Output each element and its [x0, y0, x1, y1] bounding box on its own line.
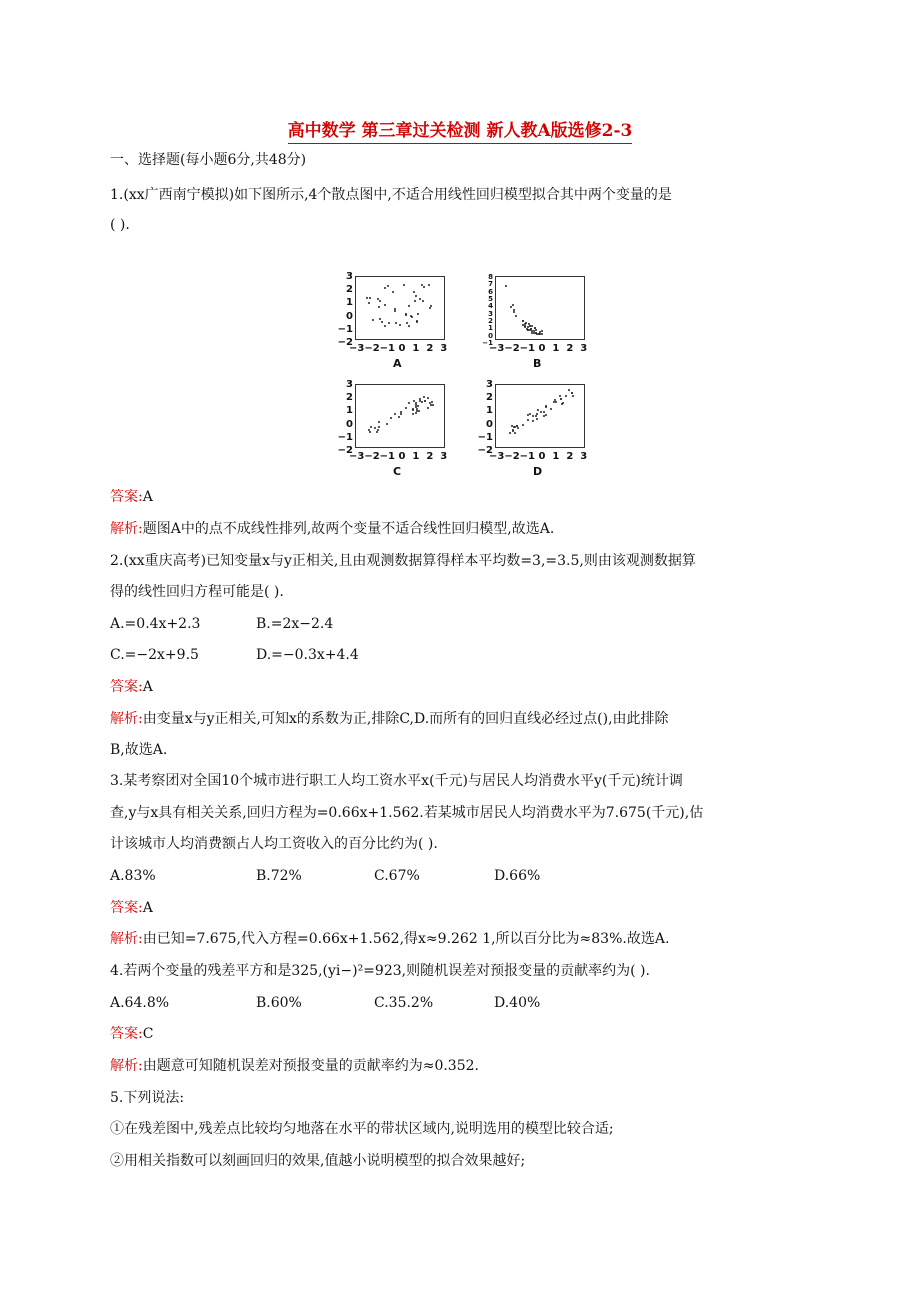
- panel-label: B: [533, 357, 542, 370]
- scatter-point: [378, 426, 380, 428]
- q5-item1: ①在残差图中,残差点比较均匀地落在水平的带状区域内,说明选用的模型比较合适;: [110, 1121, 614, 1137]
- q1-stem-line1: 1.(xx广西南宁模拟)如下图所示,4个散点图中,不适合用线性回归模型拟合其中两个变量的是: [110, 187, 672, 203]
- y-tick-label: 0: [346, 310, 353, 322]
- q4-stem: 4.若两个变量的残差平方和是325,(yi−)²=923,则随机误差对预报变量的贡献率约为( ).: [110, 963, 650, 979]
- option-b: B.72%: [256, 868, 302, 884]
- scatter-point: [514, 432, 516, 434]
- option-d: D.40%: [494, 995, 541, 1011]
- option-d: D.66%: [494, 868, 541, 884]
- scatter-point: [428, 284, 430, 286]
- y-tick-label: 5: [488, 295, 493, 303]
- y-tick-label: −1: [482, 339, 493, 347]
- scatter-point: [524, 325, 526, 327]
- q3-stem-line3: 计该城市人均消费额占人均工资收入的百分比约为( ).: [110, 836, 438, 852]
- option-c: C.67%: [374, 868, 420, 884]
- y-tick-label: 8: [488, 273, 493, 281]
- scatter-panel-d: [475, 378, 595, 478]
- panel-label: C: [393, 465, 402, 478]
- q2-analysis-line1: 解析:由变量x与y正相关,可知x的系数为正,排除C,D.而所有的回归直线必经过点(),由此排除: [110, 711, 669, 727]
- scatter-point: [539, 333, 541, 335]
- scatter-point: [370, 426, 372, 428]
- option-b: B.60%: [256, 995, 302, 1011]
- q5-item2: ②用相关指数可以刻画回归的效果,值越小说明模型的拟合效果越好;: [110, 1153, 526, 1169]
- y-tick-label: 1: [486, 405, 493, 417]
- option-a: A.=0.4x+2.3: [110, 616, 201, 632]
- y-tick-label: −1: [337, 323, 353, 335]
- scatter-point: [572, 395, 574, 397]
- y-tick-label: 3: [486, 379, 493, 390]
- scatter-point: [555, 401, 557, 403]
- y-tick-label: 2: [486, 392, 493, 404]
- option-c: C.=−2x+9.5: [110, 647, 199, 663]
- y-tick-label: 0: [488, 331, 493, 340]
- scatter-point: [378, 421, 380, 423]
- q4-answer: 答案:C: [110, 1026, 154, 1042]
- scatter-point: [408, 305, 410, 307]
- x-ticks: −3−2−1 0 1 2 3: [489, 451, 588, 462]
- plot-frame: [355, 384, 445, 448]
- q3-answer: 答案:A: [110, 900, 153, 916]
- scatter-point: [560, 398, 562, 400]
- y-tick-label: 3: [346, 379, 353, 390]
- scatter-point: [368, 302, 370, 304]
- scatter-point: [561, 403, 563, 405]
- scatter-point: [522, 424, 524, 426]
- scatter-point: [414, 300, 416, 302]
- q3-analysis: 解析:由已知=7.675,代入方程=0.66x+1.562,得x≈9.262 1,所以百分比为≈83%.故选A.: [110, 931, 670, 947]
- scatter-point: [427, 397, 429, 399]
- y-tick-label: 4: [488, 302, 493, 311]
- q3-stem-line2: 查,y与x具有相关关系,回归方程为=0.66x+1.562.若某城市居民人均消费水平为7.675(千元),估: [110, 805, 704, 821]
- y-tick-label: 7: [488, 280, 493, 289]
- scatter-point: [378, 306, 380, 308]
- scatter-point: [379, 300, 381, 302]
- option-d: D.=−0.3x+4.4: [256, 647, 359, 663]
- scatter-point: [536, 413, 538, 415]
- y-tick-label: 1: [346, 405, 353, 417]
- y-tick-label: −1: [477, 431, 493, 443]
- scatter-panel-b: [475, 270, 595, 370]
- y-tick-label: 6: [488, 287, 493, 296]
- q2-answer: 答案:A: [110, 679, 153, 695]
- scatter-point: [535, 415, 537, 417]
- y-tick-label: 3: [346, 271, 353, 282]
- y-tick-label: 2: [488, 317, 493, 325]
- x-ticks: −3−2−1 0 1 2 3: [489, 343, 588, 354]
- scatter-point: [513, 426, 515, 428]
- y-tick-label: 2: [346, 284, 353, 296]
- scatter-point: [419, 400, 421, 402]
- y-tick-label: −2: [337, 445, 353, 456]
- scatter-point: [376, 431, 378, 433]
- y-tick-label: −2: [477, 445, 493, 456]
- scatter-point: [543, 411, 545, 413]
- scatter-point: [369, 431, 371, 433]
- q5-stem: 5.下列说法:: [110, 1090, 185, 1106]
- scatter-point: [369, 297, 371, 299]
- option-a: A.64.8%: [110, 995, 170, 1011]
- scatter-point: [398, 416, 400, 418]
- q1-analysis: 解析:题图A中的点不成线性排列,故两个变量不适合线性回归模型,故选A.: [110, 521, 555, 537]
- scatter-point: [540, 411, 542, 413]
- document-title: 高中数学 第三章过关检测 新人教A版选修2-3: [0, 116, 920, 141]
- scatter-point: [413, 291, 415, 293]
- q4-analysis: 解析:由题意可知随机误差对预报变量的贡献率约为≈0.352.: [110, 1058, 479, 1074]
- scatter-point: [545, 414, 547, 416]
- scatter-point: [388, 322, 390, 324]
- q2-stem-line1: 2.(xx重庆高考)已知变量x与y正相关,且由观测数据算得样本平均数=3,=3.5,则由该观测数据算: [110, 553, 696, 569]
- scatter-point: [394, 308, 396, 310]
- scatter-point: [394, 413, 396, 415]
- x-ticks: −3−2−1 0 1 2 3: [349, 451, 448, 462]
- y-tick-label: 2: [346, 392, 353, 404]
- y-tick-label: −1: [337, 431, 353, 443]
- scatter-point: [431, 401, 433, 403]
- option-a: A.83%: [110, 868, 156, 884]
- y-tick-label: 1: [488, 324, 493, 333]
- scatter-point: [541, 333, 543, 335]
- section-heading: 一、选择题(每小题6分,共48分): [110, 152, 307, 168]
- panel-label: A: [393, 357, 402, 370]
- scatter-point: [415, 402, 417, 404]
- y-tick-label: 1: [346, 297, 353, 309]
- scatter-point: [392, 291, 394, 293]
- q1-answer: 答案:A: [110, 489, 153, 505]
- plot-frame: [355, 276, 445, 340]
- scatter-point: [531, 332, 533, 334]
- x-ticks: −3−2−1 0 1 2 3: [349, 343, 448, 354]
- q2-analysis-line2: B,故选A.: [110, 742, 168, 758]
- y-tick-label: −2: [337, 337, 353, 348]
- y-tick-label: 0: [486, 418, 493, 430]
- scatter-point: [529, 413, 531, 415]
- q3-stem-line1: 3.某考察团对全国10个城市进行职工人均工资水平x(千元)与居民人均消费水平y(千元)统计调: [110, 773, 683, 789]
- scatter-plots-figure: [335, 270, 595, 485]
- scatter-point: [536, 418, 538, 420]
- scatter-point: [532, 415, 534, 417]
- scatter-point: [427, 407, 429, 409]
- y-tick-label: 3: [488, 309, 493, 318]
- scatter-point: [412, 413, 414, 415]
- scatter-point: [522, 320, 524, 322]
- q1-stem-line2: ( ).: [110, 217, 130, 233]
- scatter-point: [384, 304, 386, 306]
- scatter-point: [559, 395, 561, 397]
- scatter-panel-c: [335, 378, 455, 478]
- q2-stem-line2: 得的线性回归方程可能是( ).: [110, 584, 284, 600]
- option-c: C.35.2%: [374, 995, 434, 1011]
- y-tick-label: 0: [346, 418, 353, 430]
- panel-label: D: [533, 465, 543, 478]
- scatter-panel-a: [335, 270, 455, 370]
- option-b: B.=2x−2.4: [256, 616, 334, 632]
